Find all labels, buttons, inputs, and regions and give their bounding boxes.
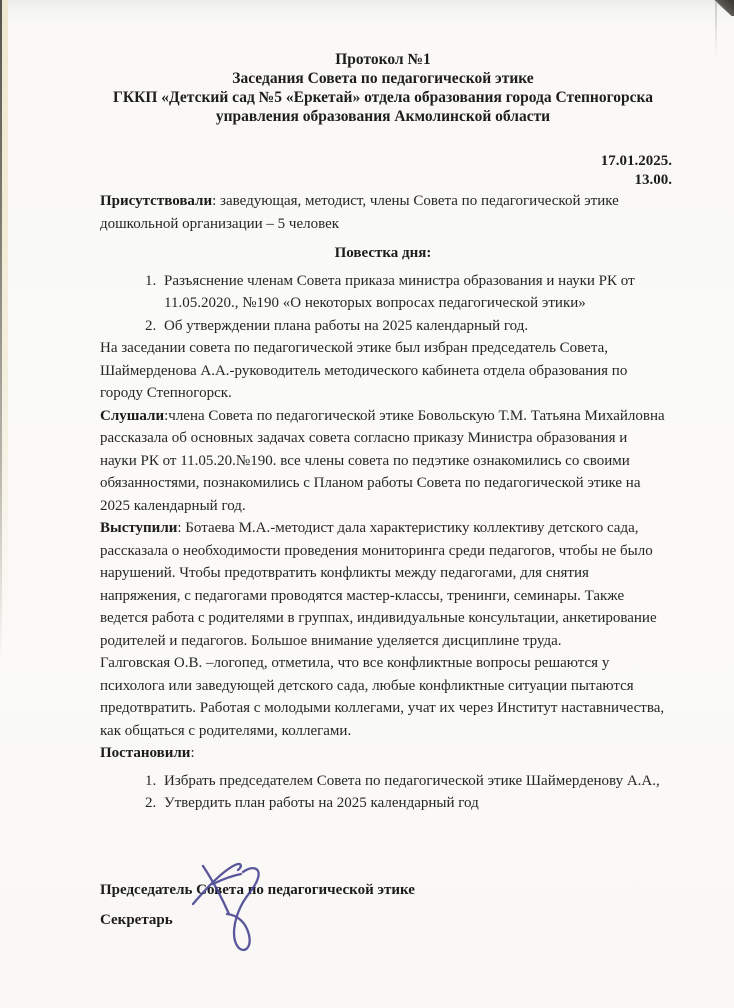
agenda-heading: Повестка дня:	[334, 245, 432, 261]
chairman-label: Председатель Совета по педагогической этике	[100, 881, 415, 898]
spoke-text: : Ботаева М.А.-методист дала характеристику коллективу детского сада, рассказала о необходимости проведения мониторинга среди педагогов, чтобы не было нарушений. Чтобы предотвратить конфликты между педагогами, для снятия напряжения, с педагогами проводятся мастер-классы, тренинги, семинары. Также ведется работа с родителями в группах, индивидуальные консультации, анкетирование родителей и педагогов. Большое внимание уделяется дисциплине труда.	[100, 520, 657, 649]
spoke-paragraph	[100, 517, 666, 652]
document-page	[100, 0, 672, 932]
resolved-list	[100, 770, 666, 815]
resolved-colon: :	[190, 745, 195, 761]
title-line-2: Заседания Совета по педагогической этике	[232, 70, 534, 87]
resolved-item: 2. Утвердить план работы на 2025 календарный год	[160, 792, 666, 815]
resolved-label: Постановили	[100, 745, 191, 761]
agenda-item: 1. Разъяснение членам Совета приказа министра образования и науки РК от 11.05.2020., №190 «О некоторых вопросах педагогической этики»	[160, 270, 666, 315]
elected-paragraph: На заседании совета по педагогической этике был избран председатель Совета, Шаймерденова А.А.-руководитель методического кабинета отдела образования по городу Степногорск.	[100, 340, 628, 401]
document-title-block	[100, 50, 666, 126]
resolved-heading	[100, 742, 666, 765]
datetime-block	[100, 152, 672, 190]
attendees-paragraph	[100, 190, 666, 235]
title-line-4: управления образования Акмолинской области	[215, 108, 551, 125]
attendees-text: : заведующая, методист, члены Совета по педагогической этике дошкольной организации – 5 человек	[100, 193, 619, 232]
title-line-1: Протокол №1	[335, 51, 431, 68]
scan-left-edge-paper	[2, 0, 8, 640]
scan-corner-line	[715, 2, 717, 57]
agenda-item: 2. Об утверждении плана работы на 2025 календарный год.	[160, 315, 666, 338]
heard-label: Слушали	[100, 407, 165, 424]
spoke-label: Выступили	[100, 520, 178, 536]
agenda-list	[100, 270, 666, 338]
heard-text: :члена Совета по педагогической этике Бовольскую Т.М. Татьяна Михайловна рассказала об основных задачах совета согласно приказу Министра образования и науки РК от 11.05.20.№190. все члены совета по педэтике ознакомились со своими обязанностями, познакомились с Планом работы Совета по педагогической этике на 2025 календарный год.	[100, 407, 665, 514]
attendees-label: Присутствовали	[100, 193, 213, 209]
resolved-item: 1. Избрать председателем Совета по педагогической этике Шаймерденову А.А.,	[160, 770, 666, 793]
logoped-paragraph: Галговская О.В. –логопед, отметила, что все конфликтные вопросы решаются у психолога или заведующей детского сада, любые конфликтные ситуации пытаются предотвратить. Работая с молодыми коллегами, учат их через Институт наставничества, как общаться с родителями, коллегами.	[100, 655, 665, 739]
title-line-3: ГККП «Детский сад №5 «Еркетай» отдела образования города Степногорска	[113, 89, 653, 106]
meeting-date: 17.01.2025.	[600, 153, 672, 169]
secretary-label: Секретарь	[100, 912, 173, 928]
secretary-signature-icon	[183, 858, 275, 958]
meeting-time: 13.00.	[634, 172, 672, 188]
heard-paragraph	[100, 405, 666, 518]
